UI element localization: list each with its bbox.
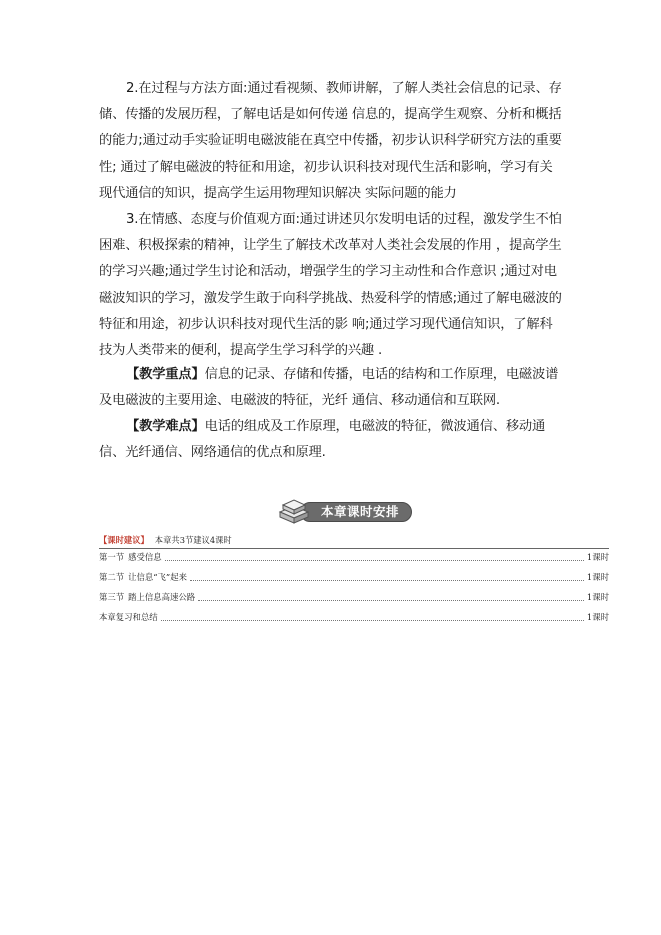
books-icon bbox=[276, 492, 312, 528]
schedule-note: 本章共3节建议4课时 bbox=[154, 535, 232, 545]
schedule-row-hours: 1课时 bbox=[586, 612, 609, 622]
schedule-tag: 【课时建议】 bbox=[99, 535, 149, 545]
schedule-row-title: 本章复习和总结 bbox=[99, 612, 158, 622]
teaching-difficulty bbox=[99, 414, 565, 466]
banner-title: 本章课时安排 bbox=[320, 504, 399, 519]
schedule-row bbox=[99, 550, 609, 564]
leader-dots bbox=[161, 614, 584, 621]
leader-dots bbox=[190, 574, 584, 581]
schedule-row-title: 踏上信息高速公路 bbox=[128, 592, 196, 602]
paragraph-emotion-values: 3.在情感、态度与价值观方面:通过讲述贝尔发明电话的过程，激发学生不怕困难、积极探索的精神，让学生了解技术改革对人类社会发展的作用 ，提高学生的学习兴趣;通过学生讨论和活动，增强学生的学习主动性和合作意识 ;通过对电磁波知识的学习，激发学生敢于向科学挑战、热爱科学的情感;通过了解电磁波的特征和用途，初步认识科技对现代生活的影 响;通过学习现代通信知识，了解科技为人类带来的便利，提高学生学习科学的兴趣 . bbox=[99, 212, 562, 359]
schedule-header bbox=[99, 534, 609, 546]
teaching-focus-text: 信息的记录、存储和传播，电话的结构和工作原理，电磁波谱及电磁波的主要用途、电磁波的特征，光纤 通信、移动通信和互联网. bbox=[99, 367, 559, 409]
schedule-row-title: 让信息“飞”起来 bbox=[128, 572, 187, 582]
schedule-row-hours: 1课时 bbox=[586, 592, 609, 602]
schedule-row bbox=[99, 610, 609, 624]
teaching-difficulty-label: 【教学难点】 bbox=[126, 419, 205, 434]
leader-dots bbox=[198, 594, 584, 601]
teaching-focus-label: 【教学重点】 bbox=[126, 367, 205, 382]
schedule-row-title: 感受信息 bbox=[128, 552, 162, 562]
paragraph-process-methods: 2.在过程与方法方面:通过看视频、教师讲解，了解人类社会信息的记录、存储、传播的发展历程，了解电话是如何传递 信息的，提高学生观察、分析和概括的能力;通过动手实验证明电磁波能在真空中传播，初步认识科学研究方法的重要性; 通过了解电磁波的特征和用途，初步认识科技对现代生活和影响，学习有关现代通信的知识，提高学生运用物理知识解决 实际问题的能力 bbox=[99, 81, 562, 201]
schedule-row-hours: 1课时 bbox=[586, 552, 609, 562]
chapter-schedule-banner bbox=[276, 492, 416, 528]
schedule-row-hours: 1课时 bbox=[586, 572, 609, 582]
schedule-divider bbox=[99, 548, 609, 549]
teaching-focus bbox=[99, 362, 565, 414]
schedule-row bbox=[99, 590, 609, 604]
schedule-row bbox=[99, 570, 609, 584]
leader-dots bbox=[165, 554, 584, 561]
schedule-row-section: 第三节 bbox=[99, 592, 125, 602]
schedule-row-section: 第一节 bbox=[99, 552, 125, 562]
teaching-difficulty-text: 电话的组成及工作原理，电磁波的特征，微波通信、移动通信、光纤通信、网络通信的优点和原理. bbox=[99, 419, 546, 461]
schedule-row-section: 第二节 bbox=[99, 572, 125, 582]
